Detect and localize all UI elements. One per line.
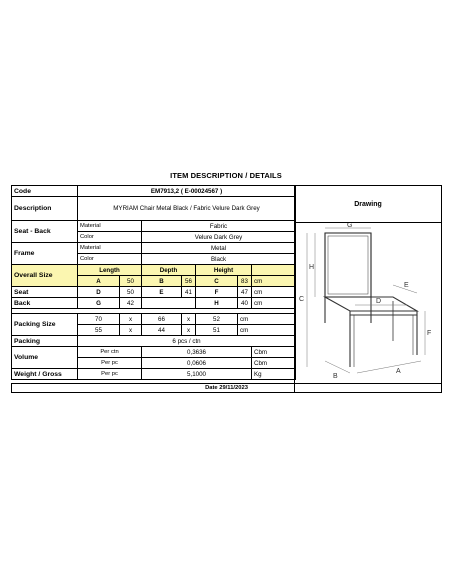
chair-backrest-inner bbox=[328, 236, 368, 294]
drawing-title: Drawing bbox=[294, 187, 442, 223]
label-b: B bbox=[333, 373, 338, 380]
volume-per-pc-value: 0,0606 bbox=[142, 358, 252, 369]
back-unit: cm bbox=[252, 298, 296, 309]
volume-per-pc-label: Per pc bbox=[78, 358, 142, 369]
volume-unit-2: Cbm bbox=[252, 358, 296, 369]
seat-label: Seat bbox=[12, 287, 78, 298]
label-e: E bbox=[404, 282, 409, 289]
back-g-value: 42 bbox=[120, 298, 142, 309]
overall-unit: cm bbox=[252, 276, 296, 287]
back-h-key: H bbox=[196, 298, 238, 309]
height-header: Height bbox=[196, 265, 252, 276]
description-label: Description bbox=[12, 197, 78, 221]
volume-label: Volume bbox=[12, 347, 78, 369]
packing-size-unit1: cm bbox=[238, 314, 296, 325]
volume-unit-1: Cbm bbox=[252, 347, 296, 358]
seat-back-label: Seat - Back bbox=[12, 221, 78, 243]
overall-c-key: C bbox=[196, 276, 238, 287]
overall-header-spacer bbox=[252, 265, 296, 276]
seat-e-key: E bbox=[142, 287, 182, 298]
code-label: Code bbox=[12, 186, 78, 197]
volume-per-ctn-value: 0,3636 bbox=[142, 347, 252, 358]
seat-unit: cm bbox=[252, 287, 296, 298]
dim-line-b bbox=[325, 361, 350, 373]
frame-color: Black bbox=[142, 254, 296, 265]
chair-backrest bbox=[325, 233, 371, 297]
overall-b-key: B bbox=[142, 276, 182, 287]
seat-back-material: Fabric bbox=[142, 221, 296, 232]
packing-label: Packing bbox=[12, 336, 78, 347]
packing-size-unit2: cm bbox=[238, 325, 296, 336]
label-f: F bbox=[427, 330, 432, 337]
packing-size-l2: 55 bbox=[78, 325, 120, 336]
packing-size-w2: 44 bbox=[142, 325, 182, 336]
seat-f-value: 47 bbox=[238, 287, 252, 298]
weight-unit: Kg bbox=[252, 369, 296, 380]
depth-header: Depth bbox=[142, 265, 196, 276]
volume-per-ctn-label: Per ctn bbox=[78, 347, 142, 358]
seat-back-color-label: Color bbox=[78, 232, 142, 243]
packing-size-x2-2: x bbox=[182, 325, 196, 336]
packing-size-h2: 51 bbox=[196, 325, 238, 336]
packing-value: 6 pcs / ctn bbox=[78, 336, 296, 347]
seat-back-material-label: Material bbox=[78, 221, 142, 232]
back-empty bbox=[142, 298, 196, 309]
packing-size-l1: 70 bbox=[78, 314, 120, 325]
weight-label: Weight / Gross bbox=[12, 369, 78, 380]
packing-size-w1: 66 bbox=[142, 314, 182, 325]
packing-size-x1-1: x bbox=[120, 314, 142, 325]
label-d: D bbox=[376, 298, 382, 305]
code-value: EM7913,2 ( E-00024567 ) bbox=[78, 186, 296, 197]
label-g: G bbox=[347, 223, 353, 229]
label-a: A bbox=[396, 368, 401, 375]
weight-per-pc-label: Per pc bbox=[78, 369, 142, 380]
chair-drawing bbox=[295, 223, 441, 381]
seat-d-value: 50 bbox=[120, 287, 142, 298]
seat-back-color: Velure Dark Grey bbox=[142, 232, 296, 243]
frame-material-label: Material bbox=[78, 243, 142, 254]
weight-value: 5,1000 bbox=[142, 369, 252, 380]
frame-label: Frame bbox=[12, 243, 78, 265]
back-label: Back bbox=[12, 298, 78, 309]
date-footer: Date 29/11/2023 bbox=[11, 383, 442, 393]
overall-a-key: A bbox=[78, 276, 120, 287]
packing-size-x2-1: x bbox=[182, 314, 196, 325]
description-value: MYRIAM Chair Metal Black / Fabric Velure Dark Grey bbox=[78, 197, 296, 221]
chair-seat-front bbox=[350, 311, 417, 315]
overall-size-label: Overall Size bbox=[12, 265, 78, 287]
frame-material: Metal bbox=[142, 243, 296, 254]
seat-f-key: F bbox=[196, 287, 238, 298]
overall-a-value: 50 bbox=[120, 276, 142, 287]
packing-size-h1: 52 bbox=[196, 314, 238, 325]
packing-size-label: Packing Size bbox=[12, 314, 78, 336]
dim-line-a bbox=[357, 361, 421, 373]
packing-size-x1-2: x bbox=[120, 325, 142, 336]
back-h-value: 40 bbox=[238, 298, 252, 309]
label-c: C bbox=[299, 296, 305, 303]
length-header: Length bbox=[78, 265, 142, 276]
seat-d-key: D bbox=[78, 287, 120, 298]
overall-c-value: 83 bbox=[238, 276, 252, 287]
frame-color-label: Color bbox=[78, 254, 142, 265]
seat-e-value: 41 bbox=[182, 287, 196, 298]
back-g-key: G bbox=[78, 298, 120, 309]
page-title: ITEM DESCRIPTION / DETAILS bbox=[170, 171, 282, 180]
overall-b-value: 56 bbox=[182, 276, 196, 287]
label-h: H bbox=[309, 264, 315, 271]
spec-table bbox=[11, 185, 296, 380]
